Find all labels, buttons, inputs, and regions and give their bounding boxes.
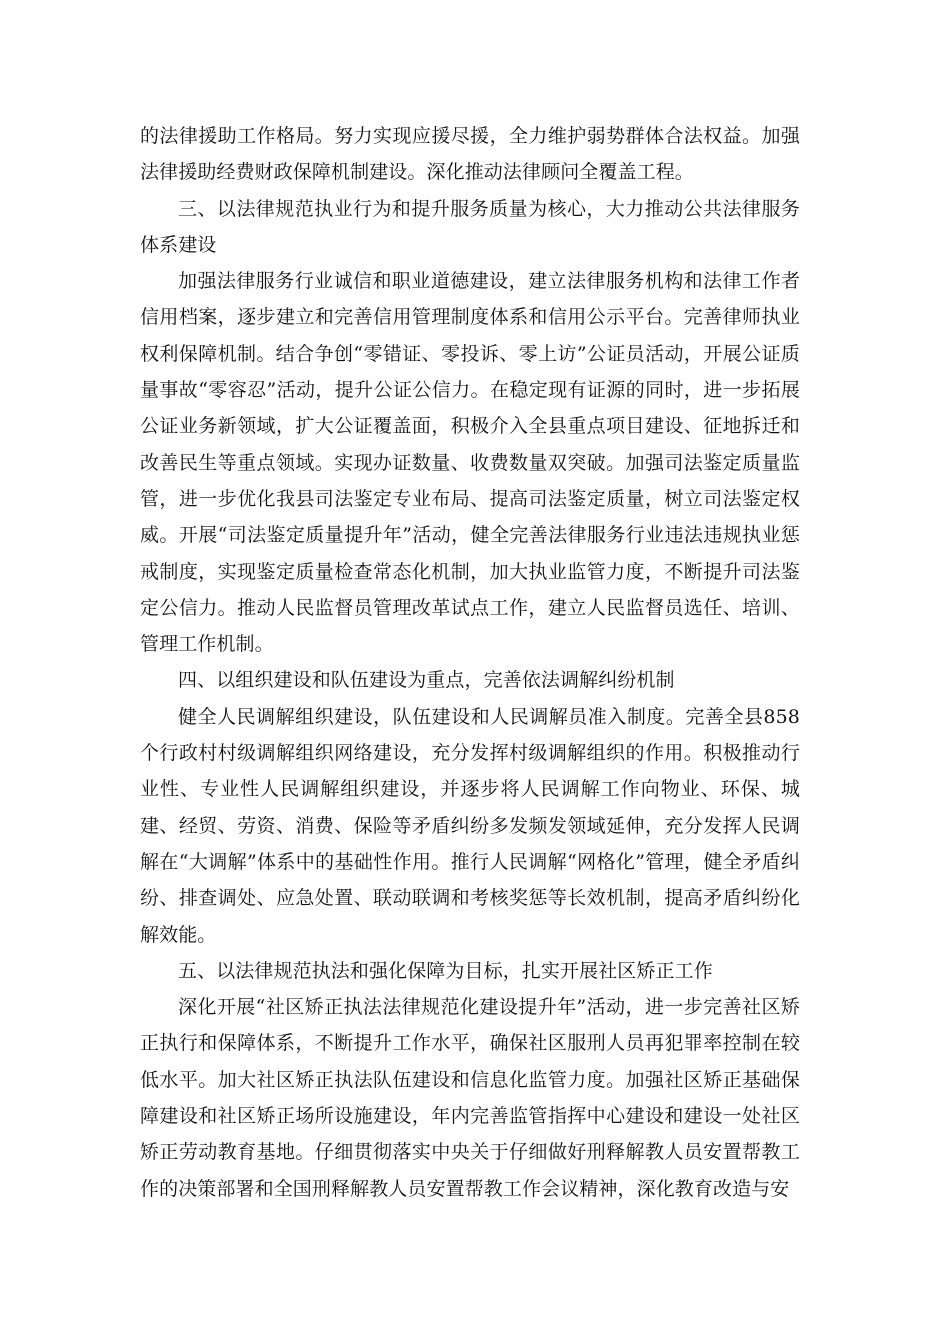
body-paragraph-4: 深化开展“社区矫正执法法律规范化建设提升年”活动，进一步完善社区矫正执行和保障体系，不断提升工作水平，确保社区服刑人员再犯罪率控制在较低水平。加大社区矫正执法队伍建设和信息化监管力度。加强社区矫正基础保障建设和社区矫正场所设施建设，年内完善监管指挥中心建设和建设一处社区矫正劳动教育基地。仔细贯彻落实中央关于仔细做好刑释解教人员安置帮教工作的决策部署和全国刑释解教人员安置帮教工作会议精神，深化教育改造与安 <box>140 996 800 1200</box>
body-paragraph-3: 健全人民调解组织建设，队伍建设和人民调解员准入制度。完善全县858个行政村村级调解组织网络建设，充分发挥村级调解组织的作用。积极推动行业性、专业性人民调解组织建设，并逐步将人民调解工作向物业、环保、城建、经贸、劳资、消费、保险等矛盾纠纷多发频发领域延伸，充分发挥人民调解在“大调解”体系中的基础性作用。推行人民调解“网格化”管理，健全矛盾纠纷、排查调处、应急处置、联动联调和考核奖惩等长效机制，提高矛盾纠纷化解效能。 <box>140 705 800 946</box>
section-heading-5: 五、以法律规范执法和强化保障为目标，扎实开展社区矫正工作 <box>178 959 713 982</box>
document-body <box>140 118 800 1207</box>
section-heading-4: 四、以组织建设和队伍建设为重点，完善依法调解纠纷机制 <box>178 669 675 692</box>
body-paragraph-1: 的法律援助工作格局。努力实现应援尽援，全力维护弱势群体合法权益。加强法律援助经费财政保障机制建设。深化推动法律顾问全覆盖工程。 <box>140 125 800 184</box>
section-heading-3: 三、以法律规范执业行为和提升服务质量为核心，大力推动公共法律服务体系建设 <box>140 197 800 256</box>
body-paragraph-2: 加强法律服务行业诚信和职业道德建设，建立法律服务机构和法律工作者信用档案，逐步建立和完善信用管理制度体系和信用公示平台。完善律师执业权利保障机制。结合争创“零错证、零投诉、零上访”公证员活动，开展公证质量事故“零容忍”活动，提升公证公信力。在稳定现有证源的同时，进一步拓展公证业务新领域，扩大公证覆盖面，积极介入全县重点项目建设、征地拆迁和改善民生等重点领域。实现办证数量、收费数量双突破。加强司法鉴定质量监管，进一步优化我县司法鉴定专业布局、提高司法鉴定质量，树立司法鉴定权威。开展“司法鉴定质量提升年”活动，健全完善法律服务行业违法违规执业惩戒制度，实现鉴定质量检查常态化机制，加大执业监管力度，不断提升司法鉴定公信力。推动人民监督员管理改革试点工作，建立人民监督员选任、培训、管理工作机制。 <box>140 270 800 656</box>
